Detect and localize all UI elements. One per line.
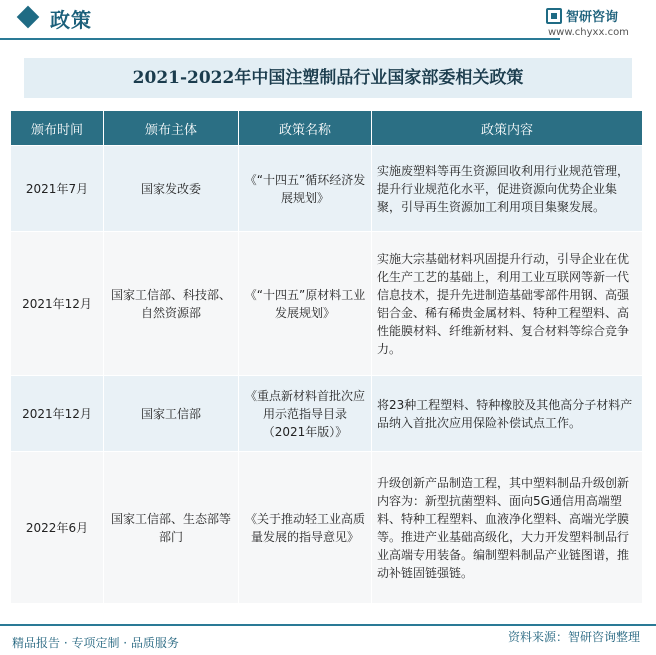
column-header-content: 政策内容 [372, 111, 643, 146]
table-row [11, 146, 643, 232]
cell-policy-name: 《“十四五”原材料工业发展规划》 [239, 232, 372, 376]
diamond-icon [17, 6, 40, 29]
column-header-name: 政策名称 [239, 111, 372, 146]
cell-policy-content: 将23种工程塑料、特种橡胶及其他高分子材料产品纳入首批次应用保险补偿试点工作。 [372, 376, 643, 452]
table-row [11, 376, 643, 452]
policy-table [10, 110, 643, 604]
brand-url: www.chyxx.com [548, 27, 629, 38]
cell-date: 2021年12月 [11, 232, 104, 376]
cell-issuer: 国家工信部、生态部等部门 [104, 452, 239, 604]
header-divider [0, 38, 560, 40]
section-title: 政策 [50, 8, 92, 32]
cell-policy-content: 实施废塑料等再生资源回收利用行业规范管理，提升行业规范化水平，促进资源向优势企业集聚，引导再生资源加工利用项目集聚发展。 [372, 146, 643, 232]
cell-policy-content: 升级创新产品制造工程，其中塑料制品升级创新内容为：新型抗菌塑料、面向5G通信用高端塑料、特种工程塑料、血液净化塑料、高端光学膜等。推进产业基础高级化，大力开发塑料制品行业高端专用装备。编制塑料制品产业链图谱，推动补链固链强链。 [372, 452, 643, 604]
column-header-issuer: 颁布主体 [104, 111, 239, 146]
page-footer [0, 612, 656, 655]
footer-source: 资料来源：智研咨询整理 [507, 630, 640, 644]
cell-date: 2022年6月 [11, 452, 104, 604]
footer-divider [0, 624, 656, 626]
cell-policy-name: 《关于推动轻工业高质量发展的指导意见》 [239, 452, 372, 604]
cell-date: 2021年7月 [11, 146, 104, 232]
table-header-row [11, 111, 643, 146]
cell-policy-content: 实施大宗基础材料巩固提升行动，引导企业在优化生产工艺的基础上，利用工业互联网等新一代信息技术，提升先进制造基础零部件用钢、高强铝合金、稀有稀贵金属材料、特种工程塑料、高性能膜材料、纤维新材料、复合材料等综合竞争力。 [372, 232, 643, 376]
cell-policy-name: 《重点新材料首批次应用示范指导目录（2021年版）》 [239, 376, 372, 452]
footer-tagline: 精品报告 · 专项定制 · 品质服务 [12, 636, 179, 650]
cell-issuer: 国家工信部 [104, 376, 239, 452]
cell-policy-name: 《“十四五”循环经济发展规划》 [239, 146, 372, 232]
page-header [0, 0, 656, 44]
cell-issuer: 国家发改委 [104, 146, 239, 232]
table-row [11, 232, 643, 376]
brand [546, 6, 642, 40]
table-row [11, 452, 643, 604]
column-header-date: 颁布时间 [11, 111, 104, 146]
brand-name: 智研咨询 [566, 10, 619, 25]
document-title: 2021-2022年中国注塑制品行业国家部委相关政策 [132, 68, 524, 88]
cell-issuer: 国家工信部、科技部、自然资源部 [104, 232, 239, 376]
title-bar [24, 58, 632, 98]
cell-date: 2021年12月 [11, 376, 104, 452]
brand-logo-icon [546, 8, 562, 24]
